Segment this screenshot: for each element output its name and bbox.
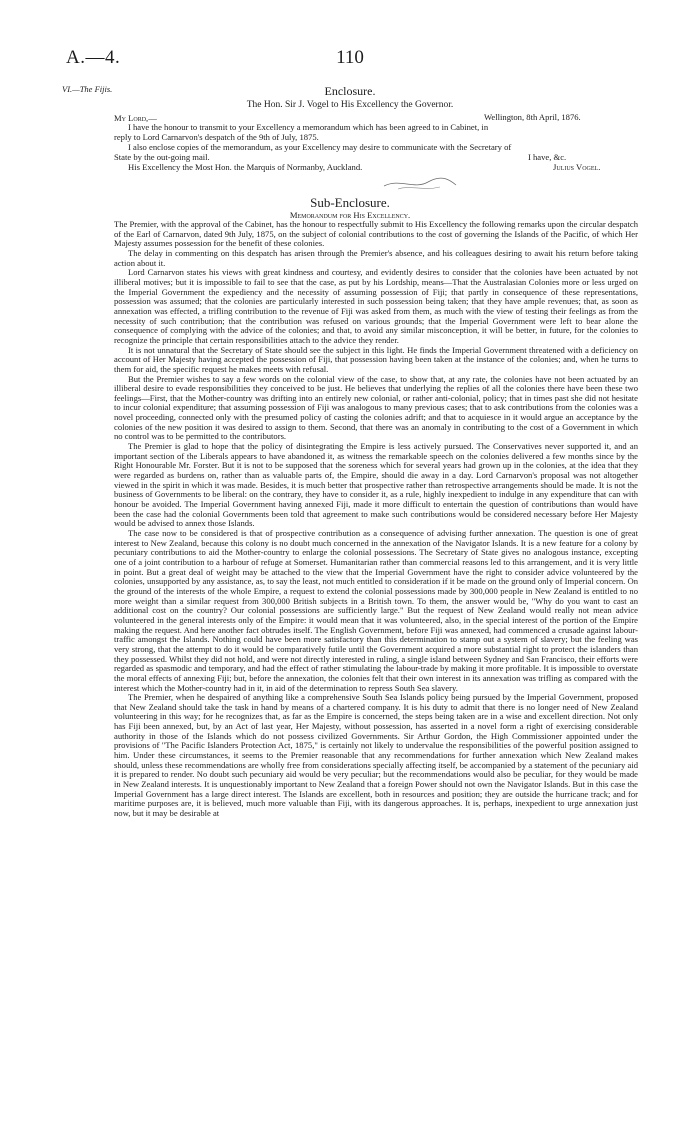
page-number: 110 <box>336 47 364 68</box>
margin-note: VI.—The Fijis. <box>62 84 113 94</box>
letter-line: State by the out-going mail. <box>114 152 210 162</box>
memo-heading: Memorandum for His Excellency. <box>289 210 411 220</box>
paragraph: The Premier, with the approval of the Cabinet, has the honour to respectfully submit to His Excellency the following remarks upon the circular despatch of the Earl of Carnarvon, dated 9th July, 1875, on the subject of colonial contributions to the cost of governing the Islands of the Pacific, of which Her Majesty assumes possession for the benefit of these colonies. <box>114 219 638 249</box>
report-code: A.—4. <box>66 47 121 68</box>
paragraph: The delay in commenting on this despatch has arisen through the Premier's absence, and his colleagues desiring to await his return before taking action about it. <box>114 247 638 268</box>
place-date: Wellington, 8th April, 1876. <box>484 112 581 122</box>
letter-line: I have the honour to transmit to your Excellency a memorandum which has been agreed to in Cabinet, in <box>128 122 489 132</box>
memorandum-body <box>114 220 638 819</box>
paragraph: The Premier, when he despaired of anything like a comprehensive South Sea Islands policy being pursued by the Imperial Government, proposed that New Zealand should take the task in hand by means of a chartered company. It is his duty to admit that there is no longer need of New Zealand volunteering in this way; for he recognizes that, as far as the Empire is concerned, the steps being taken are in a wise and excellent direction. Not only has Fiji been annexed, but, by an Act of last year, Her Majesty, without possession, has asserted in a novel form a right of exercising considerable authority in those of the Islands which do not possess civilized Governments. Sir Arthur Gordon, the High Commissioner appointed under the provisions of "The Pacific Islanders Protection Act, 1875," is certainly not likely to undervalue the responsibilities of the powerful position assigned to him. Under these circumstances, it seems to the Premier reasonable that any recommendations for further annexation which New Zealand makes should, unless these recommendations are wholly free from considerations specially affecting itself, be accompanied by a statement of the pecuniary aid it is prepared to render. No doubt such pecuniary aid would be very peculiar; but the recommendations would also be peculiar, for they would be made in New Zealand interests. It is unquestionably important to New Zealand that a foreign Power should not own the Navigator Islands. But in this case the Imperial Government has a large direct interest. The Islands are excellent, both in resources and position; they are outside the hurricane track; and for maritime purposes are, it is believed, much more valuable than Fiji, with its dangerous approaches. It is, perhaps, inexpedient to urge annexation just now, but it may be desirable at <box>114 692 638 819</box>
signature-name: Julius Vogel. <box>553 162 601 172</box>
paragraph: But the Premier wishes to say a few words on the colonial view of the case, to show that, at any rate, the colonies have not been actuated by an illiberal desire to evade responsibilities they conceived to be just. He believes that underlying the replies of all the colonies there have been these two feelings—First, that the Mother-country was drifting into an entirely new colonial, or rather anti-colonial, policy; that in times past she did not hesitate to incur colonial expenditure; that assuming possession of Fiji was analogous to many previous cases; that to ask contributions from the colonies was a novel proceeding, connected only with the presumed policy of casting the colonies adrift; and that to acquiesce in it would argue an acceptance by the colonies of the new position it was desired to assign to them. Second, that there was an anomaly in contributing to the cost of a Government in which no control was to be permitted to the contributors. <box>114 373 638 442</box>
paragraph: The case now to be considered is that of prospective contribution as a consequence of advising further annexation. The question is one of great interest to New Zealand, because this colony is no doubt much concerned in the annexation of the Navigator Islands. It is a new feature for a colony by pecuniary contributions to aid the Mother-country to enlarge the colonial possessions. The Secretary of State gives no analogous instance, excepting one of a joint contribution to a harbour of refuge at Somerset. Humanitarian rather than commercial reasons led to this arrangement, and it is very little in point. But a great deal of weight may be attached to the view that the Imperial Government have the right to consider advice volunteered by the colonies, unsupported by any assistance, as, to say the least, not much entitled to consideration if it be made on the ground only of Imperial concern. On the ground of the interests of the whole Empire, a request to extend the colonial possessions made by 300,000 people in New Zealand is entitled to no more weight than a similar request from 300,000 British subjects in a British town. To them, the answer would be, "Why do you want to cast an additional cost on the country? Our colonial possessions are sufficiently large." But the request of New Zealand would really not mean advice volunteered in the general interests only of the Empire: it would mean that it was volunteered, also, in the special interest of the portion of the Empire making the request. And here another fact obtrudes itself. The English Government, before Fiji was annexed, had commenced a crusade against labour-traffic amongst the Islands. Nothing could have been more satisfactory than this determination to stamp out a system of slavery; but the feeling was very strong, that the attempt to do it would be comparatively futile until the Government acquired a more substantial right to protect the islanders than they possessed. Whilst they did not hold, and were not directly interested in ruling, a single island between Sydney and San Francisco, their efforts were regarded as spasmodic and temporary, and had the effect of rather stimulating the labour-trade by making it more profitable. It is impossible to overstate the moral effects of annexing Fiji; but, before the annexation, the colonies felt that their own interest in its annexation was trifling as compared with the interest which the Mother-country had in it, in aid of the determination to repress South Sea slavery. <box>114 528 638 693</box>
salutation: My Lord,— <box>114 113 157 123</box>
paragraph: The Premier is glad to hope that the policy of disintegrating the Empire is less actively pursued. The Conservatives never supported it, and an important section of the Liberals appears to have abandoned it, as witness the remarkable speech on the colonies delivered a few months since by the Right Honourable Mr. Forster. But it is not to be supposed that the soreness which for several years had grown up in the colonies, at the idea that they were regarded as burdens on, rather than as valuable parts of, the Empire, should die away in a day. Lord Carnarvon's proposal was not altogether viewed in the spirit in which it was made. Besides, it is much better that prospective rather than retrospective arrangements should be made. It is not the business of Governments to be liberal: on the contrary, they have to consider it, as a rule, highly inexpedient to indulge in any expenditure that can with honour be avoided. The Imperial Government having annexed Fiji, made it more difficult to entertain the question of contributions than would have been the case had the colonial Governments been told that agreement to make such contributions would be considered necessary before Her Majesty would be advised to annex those Islands. <box>114 441 638 529</box>
letter-line: reply to Lord Carnarvon's despatch of the 9th of July, 1875. <box>114 132 319 142</box>
sub-enclosure-title: Sub-Enclosure. <box>310 195 390 210</box>
letter-line: His Excellency the Most Hon. the Marquis of Normanby, Auckland. <box>128 162 363 172</box>
enclosure-title: Enclosure. <box>324 84 376 98</box>
from-to-line: The Hon. Sir J. Vogel to His Excellency the Governor. <box>246 100 454 110</box>
paragraph: Lord Carnarvon states his views with great kindness and courtesy, and evidently desires to consider that the colonies have been actuated by not illiberal motives; but it is impossible to fail to see that the case, as put by his Lordship, means—That the Australasian Colonies more or less urged on the Imperial Government the expediency and the necessity of assuming possession of Fiji; that partly in consequence of these representations, possession was assumed; that the colonies are particularly interested in such possession being taken; that they have ample revenues; that, as soon as annexation was effected, a trifling contribution to the revenue of Fiji was asked from them, as much with the view of testing their feelings as from the necessity of such contribution; that the contribution was refused on various grounds; that the Imperial Government were left to bear alone the consequence of complying with the advice of the colonies; and that, to avoid any similar misconception, it will be better, in future, for the colonies to recognize the principle that certain responsibilities attach to the advice they render. <box>114 267 638 345</box>
letter-closing: I have, &c. <box>528 152 567 162</box>
paragraph: It is not unnatural that the Secretary of State should see the subject in this light. He finds the Imperial Government threatened with a deficiency on account of Her Majesty having accepted the possession of Fiji, that possession having been taken at the instance of the colonies; and, when he turns to them for aid, the specific request he makes meets with refusal. <box>114 344 638 374</box>
decorative-flourish <box>380 176 460 192</box>
letter-line: I also enclose copies of the memorandum, as your Excellency may desire to communicate with the Secretary of <box>128 142 512 152</box>
